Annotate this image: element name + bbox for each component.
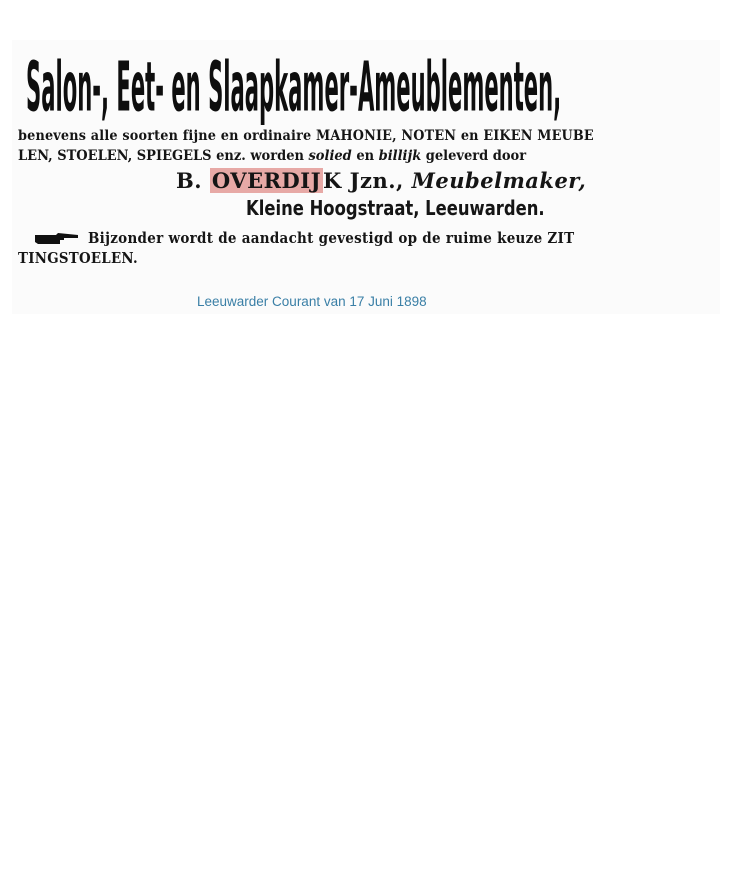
advert-line-2-end: geleverd door [421, 148, 527, 164]
maker-name-highlight: OVERDIJ [211, 168, 322, 193]
advert-headline: Salon-, Eet- en Slaapkamer-Ameublementen, [26, 48, 562, 128]
advert-line-2-start: LEN, STOELEN, SPIEGELS enz. worden [18, 148, 309, 164]
advert-line-1: benevens alle soorten fijne en ordinaire MAHONIE, NOTEN en EIKEN MEUBE [18, 128, 594, 144]
pointing-hand-icon [34, 232, 80, 246]
source-caption: Leeuwarder Courant van 17 Juni 1898 [197, 294, 427, 309]
maker-name-rest: K Jzn., [323, 168, 404, 193]
advert-word-billijk: billijk [378, 148, 422, 164]
advert-word-en: en [351, 148, 379, 164]
address-line: Kleine Hoogstraat, Leeuwarden. [246, 196, 545, 220]
maker-initial: B. [176, 168, 210, 193]
advert-word-solid: solied [308, 148, 352, 164]
notice-line-1: Bijzonder wordt de aandacht gevestigd op de ruime keuze ZIT [88, 230, 575, 247]
advert-line-2 [18, 148, 526, 164]
notice-line-2: TINGSTOELEN. [18, 250, 138, 267]
maker-trade: Meubelmaker, [403, 168, 587, 193]
maker-line [176, 168, 586, 193]
